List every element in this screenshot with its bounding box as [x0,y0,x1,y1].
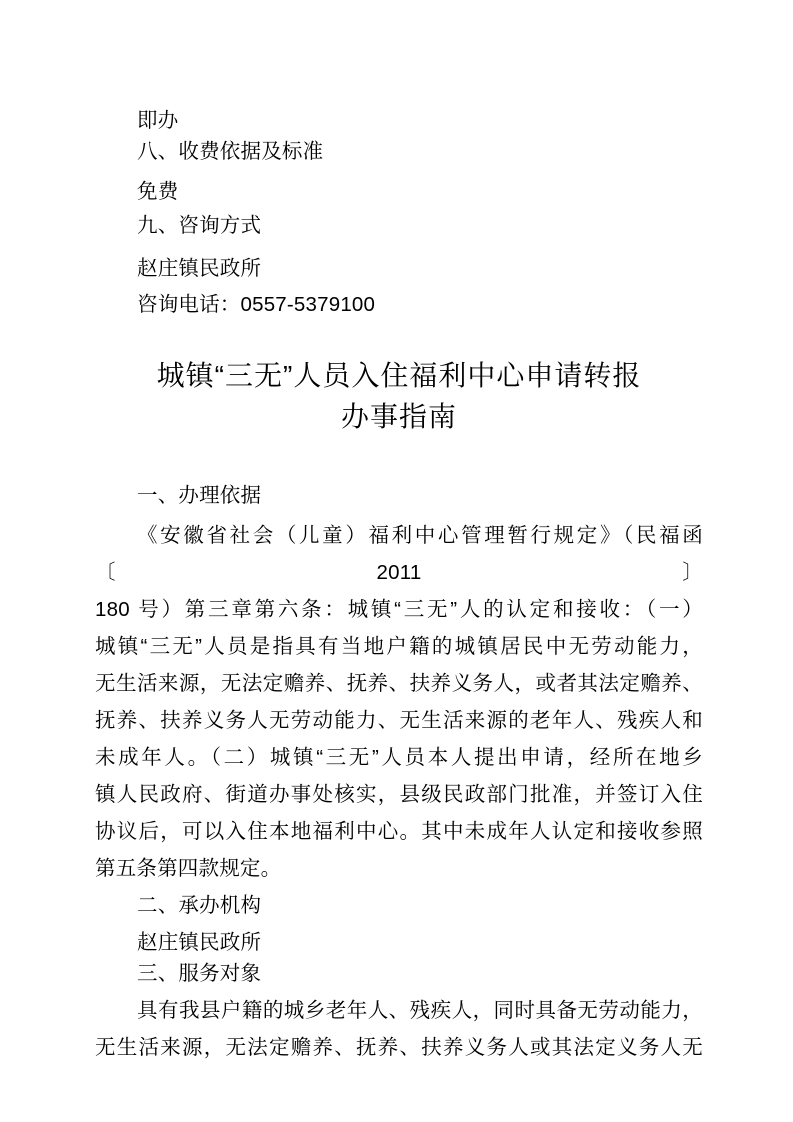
consult-phone-line: 咨询电话：0557-5379100 [137,293,376,316]
basis-line: 180 号）第三章第六条：城镇“三无”人的认定和接收：（一） [95,598,703,621]
fee-value: 免费 [137,180,179,203]
basis-line: 无生活来源，无法定赡养、抚养、扶养义务人，或者其法定赡养、 [95,672,703,695]
page-title [95,355,703,437]
targets-line: 无生活来源，无法定赡养、抚养、扶养义务人或其法定义务人无 [95,1036,703,1059]
section-targets-heading: 三、服务对象 [137,962,262,985]
section-agency-heading: 二、承办机构 [137,894,262,917]
section-basis-heading: 一、办理依据 [137,484,262,507]
basis-line: 城镇“三无”人员是指具有当地户籍的城镇居民中无劳动能力， [95,635,703,658]
consult-method-heading: 九、咨询方式 [137,214,262,237]
section-basis [95,477,703,887]
section-agency [95,887,703,961]
agency-name: 赵庄镇民政所 [137,931,262,954]
basis-line: 协议后，可以入住本地福利中心。其中未成年人认定和接收参照 [95,820,703,843]
page-title-line-1: 城镇“三无”人员入住福利中心申请转报 [156,360,642,391]
section-basis-paragraph [95,517,703,887]
targets-line: 具有我县户籍的城乡老年人、残疾人，同时具备无劳动能力， [137,999,703,1022]
basis-line: 镇人民政府、街道办事处核实，县级民政部门批准，并签订入住 [95,783,703,806]
page-title-line-2: 办事指南 [340,401,457,432]
section-targets-paragraph [95,992,703,1066]
basis-line: 第五条第四款规定。 [95,857,282,880]
basis-line: 《安徽省社会（儿童）福利中心管理暂行规定》（民福函〔2011〕 [95,524,703,584]
consult-org-name: 赵庄镇民政所 [137,257,262,280]
section-targets [95,955,703,1066]
intro-immediate-line: 即办 [137,109,179,132]
fee-basis-heading: 八、收费依据及标准 [137,140,324,163]
intro-block [95,103,703,323]
basis-line: 抚养、扶养义务人无劳动能力、无生活来源的老年人、残疾人和 [95,709,703,732]
basis-line: 未成年人。（二）城镇“三无”人员本人提出申请，经所在地乡 [95,746,703,769]
